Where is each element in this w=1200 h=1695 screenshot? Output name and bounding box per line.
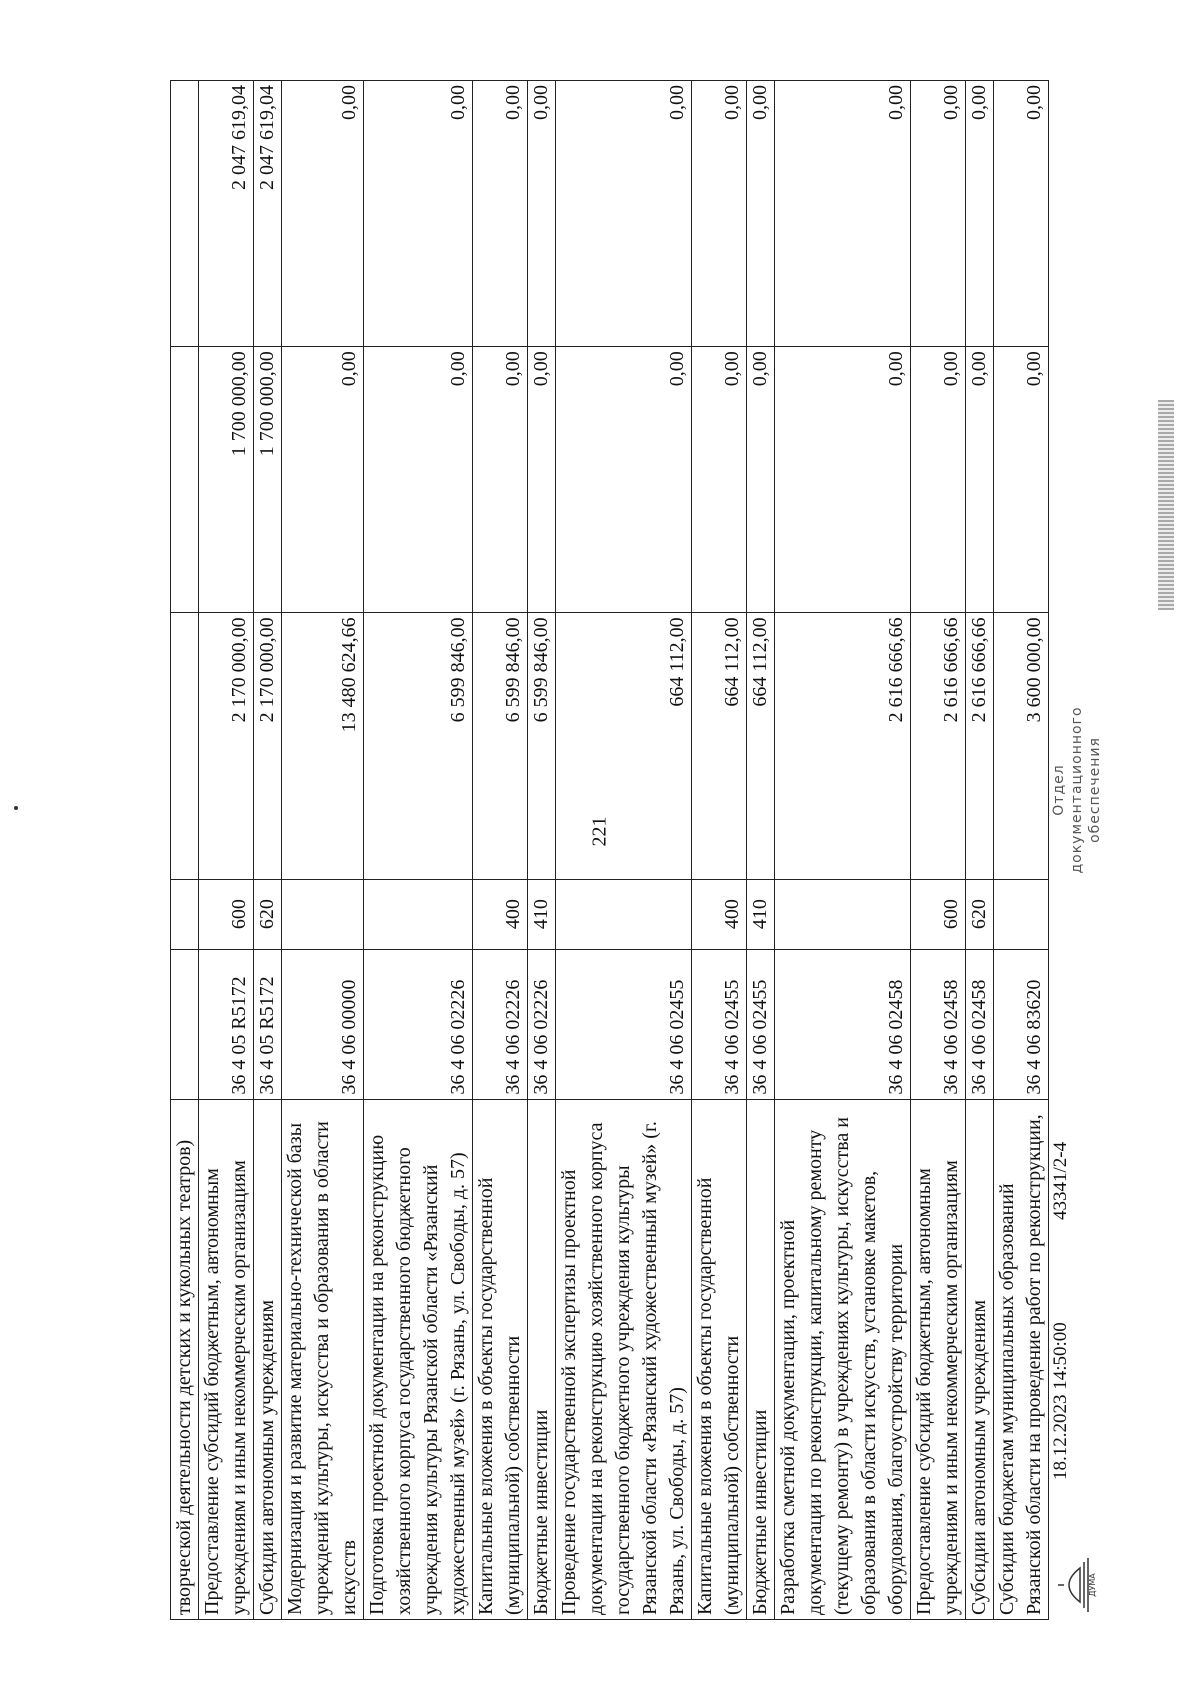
cell-value-2: 1 700 000,00: [199, 347, 254, 613]
cell-value-1: 664 112,00: [692, 613, 747, 879]
cell-value-3: 0,00: [282, 81, 364, 347]
table-row: [692, 81, 747, 1620]
cell-code: 36 4 05 R5172: [254, 949, 282, 1099]
cell-type: [282, 879, 364, 949]
footer-doc-number: 43341/2-4: [1050, 1141, 1071, 1220]
cell-value-2: 0,00: [282, 347, 364, 613]
budget-table: [170, 80, 1049, 1620]
cell-value-1: 6 599 846,00: [473, 613, 528, 879]
table-row: [556, 81, 692, 1620]
cell-value-3: 2 047 619,04: [199, 81, 254, 347]
cell-type: [994, 879, 1049, 949]
cell-code: 36 4 06 02226: [364, 949, 473, 1099]
cell-value-1: 2 170 000,00: [254, 613, 282, 879]
cell-value-3: 0,00: [911, 81, 966, 347]
cell-value-2: [171, 347, 199, 613]
table-row: [911, 81, 966, 1620]
cell-value-1: [171, 613, 199, 879]
cell-value-3: 0,00: [747, 81, 775, 347]
table-row: [747, 81, 775, 1620]
cell-code: [171, 949, 199, 1099]
cell-code: 36 4 06 02226: [528, 949, 556, 1099]
cell-type: [171, 879, 199, 949]
cell-code: 36 4 06 02458: [911, 949, 966, 1099]
svg-text:ДУМА: ДУМА: [1088, 1573, 1097, 1597]
cell-value-3: 0,00: [692, 81, 747, 347]
cell-value-1: 2 170 000,00: [199, 613, 254, 879]
stamp-line-1: Отдел документационного: [1051, 706, 1086, 874]
cell-value-2: 0,00: [966, 347, 994, 613]
cell-name: Капитальные вложения в объекты государственной (муниципальной) собственности: [473, 1099, 528, 1619]
department-stamp: [1050, 680, 1105, 900]
cell-code: 36 4 06 83620: [994, 949, 1049, 1099]
duma-logo-icon: [1050, 1550, 1096, 1620]
cell-type: 620: [966, 879, 994, 949]
cell-value-1: 3 600 000,00: [994, 613, 1049, 879]
cell-code: 36 4 06 02455: [556, 949, 692, 1099]
cell-value-3: 0,00: [966, 81, 994, 347]
page-number: 221: [588, 816, 611, 847]
cell-value-2: 0,00: [775, 347, 911, 613]
cell-value-3: 0,00: [775, 81, 911, 347]
cell-value-2: 0,00: [911, 347, 966, 613]
cell-name: Субсидии автономным учреждениям: [966, 1099, 994, 1619]
table-row: [171, 81, 199, 1620]
table-row: [966, 81, 994, 1620]
cell-value-3: 0,00: [528, 81, 556, 347]
cell-name: Предоставление субсидий бюджетным, автономным учреждениям и иным некоммерческим организациям: [911, 1099, 966, 1619]
rotated-content: [170, 80, 1104, 1620]
cell-type: 410: [747, 879, 775, 949]
cell-value-1: 664 112,00: [556, 613, 692, 879]
cell-value-3: [171, 81, 199, 347]
cell-value-3: 0,00: [556, 81, 692, 347]
cell-code: 36 4 06 02455: [747, 949, 775, 1099]
cell-value-2: 0,00: [747, 347, 775, 613]
cell-type: 410: [528, 879, 556, 949]
table-row: [775, 81, 911, 1620]
cell-value-2: 0,00: [692, 347, 747, 613]
table-row: [473, 81, 528, 1620]
cell-type: [775, 879, 911, 949]
table-row: [528, 81, 556, 1620]
cell-type: 620: [254, 879, 282, 949]
cell-name: Разработка сметной документации, проектной документации по реконструкции, капитальному ремонту (текущему ремонту) в учреждениях культуры, искусства и образования в области искусств, установке макетов, оборудования, благоустройству территории: [775, 1099, 911, 1619]
footer-date: 18.12.2023 14:50:00: [1050, 1322, 1071, 1480]
cell-value-3: 0,00: [364, 81, 473, 347]
cell-value-1: 2 616 666,66: [911, 613, 966, 879]
cell-value-2: 0,00: [528, 347, 556, 613]
cell-type: 600: [199, 879, 254, 949]
table-row: [199, 81, 254, 1620]
cell-value-2: 0,00: [364, 347, 473, 613]
cell-value-3: 0,00: [994, 81, 1049, 347]
cell-value-1: 13 480 624,66: [282, 613, 364, 879]
table-row: [994, 81, 1049, 1620]
cell-code: 36 4 06 02455: [692, 949, 747, 1099]
cell-name: Подготовка проектной документации на реконструкцию хозяйственного корпуса государственного бюджетного учреждения культуры Рязанской области «Рязанский художественный музей» (г. Рязань, ул. Свободы, д. 57): [364, 1099, 473, 1619]
cell-value-1: 6 599 846,00: [528, 613, 556, 879]
cell-name: Бюджетные инвестиции: [747, 1099, 775, 1619]
cell-name: Субсидии автономным учреждениям: [254, 1099, 282, 1619]
scan-edge-artifact: [1158, 400, 1174, 610]
cell-name: Субсидии бюджетам муниципальных образований Рязанской области на проведение работ по реконструкции,: [994, 1099, 1049, 1619]
cell-type: 600: [911, 879, 966, 949]
cell-type: [364, 879, 473, 949]
cell-value-2: 0,00: [473, 347, 528, 613]
cell-value-2: 0,00: [556, 347, 692, 613]
cell-name: Предоставление субсидий бюджетным, автономным учреждениям и иным некоммерческим организациям: [199, 1099, 254, 1619]
cell-value-2: 1 700 000,00: [254, 347, 282, 613]
cell-value-1: 2 616 666,66: [775, 613, 911, 879]
cell-value-3: 0,00: [473, 81, 528, 347]
cell-code: 36 4 05 R5172: [199, 949, 254, 1099]
cell-code: 36 4 06 02458: [966, 949, 994, 1099]
cell-name: Модернизация и развитие материально-технической базы учреждений культуры, искусства и образования в области искусств: [282, 1099, 364, 1619]
cell-type: 400: [692, 879, 747, 949]
cell-name: Проведение государственной экспертизы проектной документации на реконструкцию хозяйственного корпуса государственного бюджетного учреждения культуры Рязанской области «Рязанский художественный музей» (г. Рязань, ул. Свободы, д. 57): [556, 1099, 692, 1619]
cell-value-3: 2 047 619,04: [254, 81, 282, 347]
cell-name: творческой деятельности детских и кукольных театров): [171, 1099, 199, 1619]
cell-value-1: 6 599 846,00: [364, 613, 473, 879]
table-row: [254, 81, 282, 1620]
scan-dot: [14, 806, 18, 810]
cell-code: 36 4 06 02226: [473, 949, 528, 1099]
cell-value-1: 664 112,00: [747, 613, 775, 879]
cell-name: Капитальные вложения в объекты государственной (муниципальной) собственности: [692, 1099, 747, 1619]
cell-type: [556, 879, 692, 949]
cell-code: 36 4 06 02458: [775, 949, 911, 1099]
table-row: [364, 81, 473, 1620]
stamp-line-2: обеспечения: [1087, 737, 1104, 843]
cell-value-1: 2 616 666,66: [966, 613, 994, 879]
cell-code: 36 4 06 00000: [282, 949, 364, 1099]
cell-value-2: 0,00: [994, 347, 1049, 613]
table-body: [171, 81, 1049, 1620]
cell-name: Бюджетные инвестиции: [528, 1099, 556, 1619]
table-row: [282, 81, 364, 1620]
cell-type: 400: [473, 879, 528, 949]
footer: [1050, 80, 1110, 1620]
